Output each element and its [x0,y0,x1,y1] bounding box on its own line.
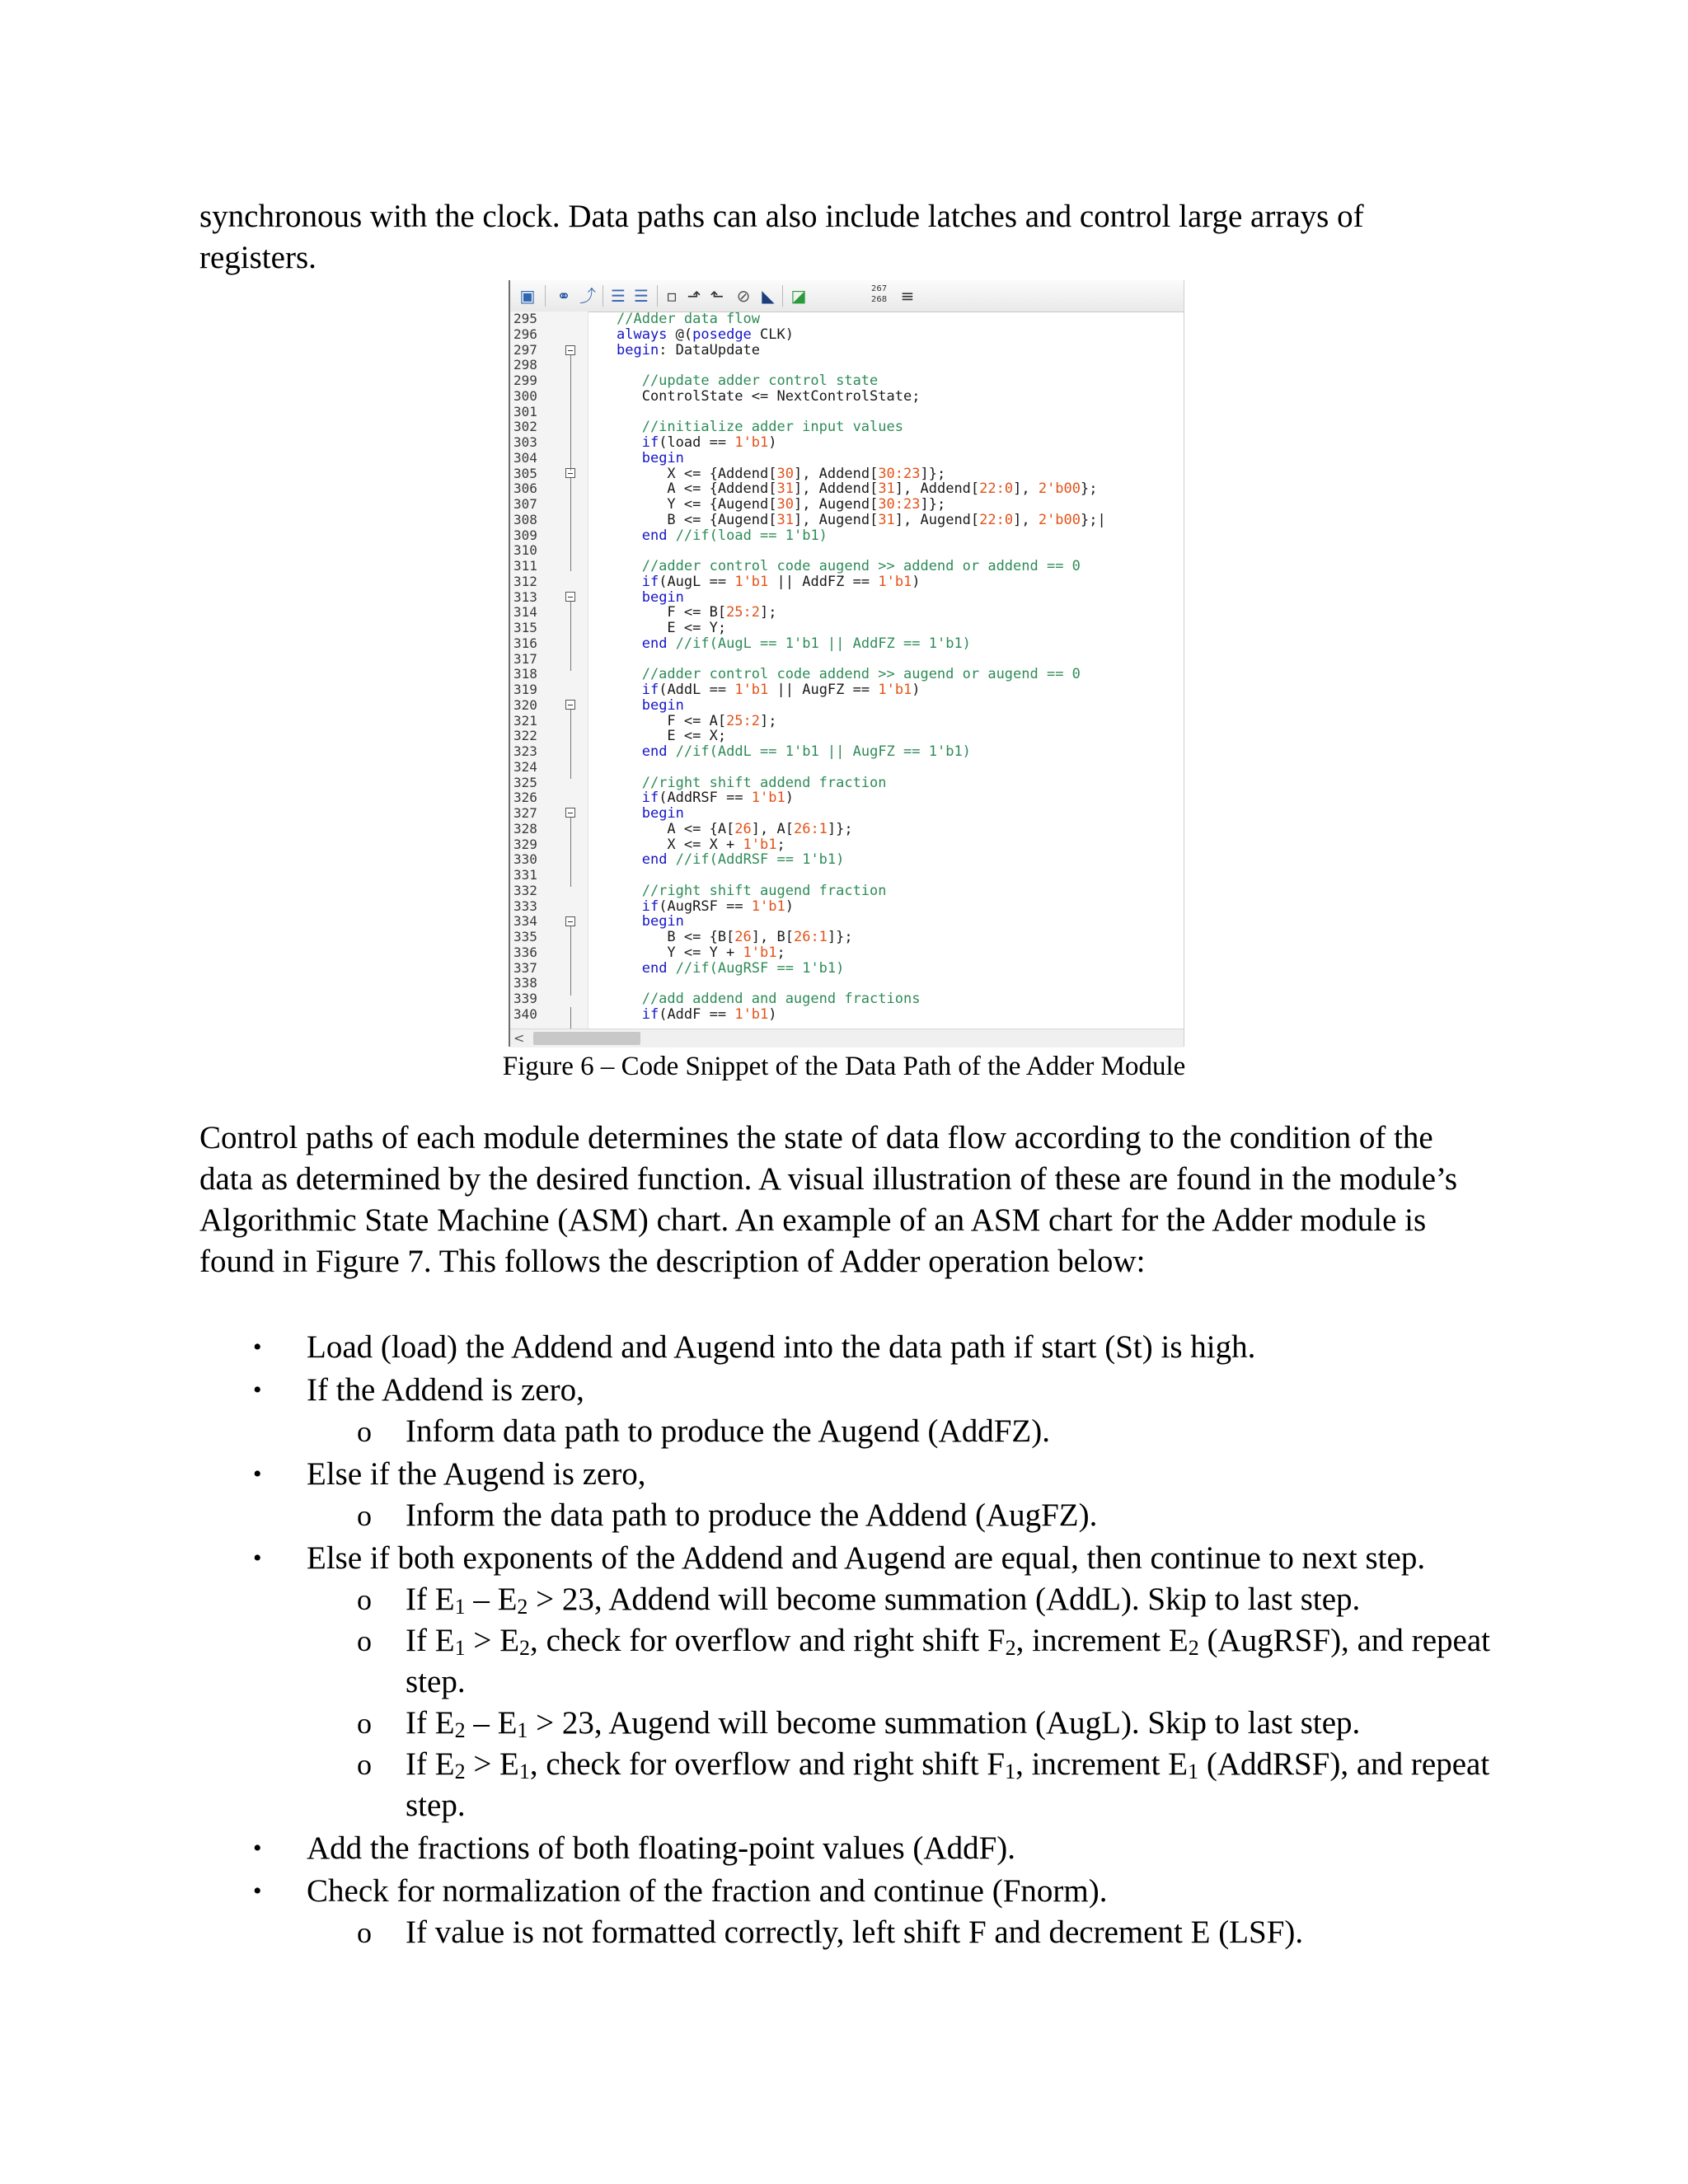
code-line: ControlState <= NextControlState; [617,387,921,405]
line-number: 306 [513,480,537,497]
code-line [617,760,1177,776]
sub-bullet-icon: o [357,1916,372,1949]
sub-bullet-icon: o [357,1624,372,1657]
line-number: 316 [513,635,537,651]
bullet-icon: • [253,1835,262,1862]
outdent-icon[interactable]: ☰ [634,286,649,306]
paragraph-line: registers. [199,240,316,275]
line-number: 336 [513,944,537,960]
line-number: 298 [513,357,537,373]
line-number: 311 [513,558,537,574]
list-item: Add the fractions of both floating-point values (AddF). [307,1830,1015,1866]
sub-list-item: If $E_2 - E_1 > 23$, Augend will become summation (AugL). Skip to last step. [406,1705,1361,1742]
goto-icon[interactable]: ⤴ [579,286,596,306]
code-line [617,868,1177,883]
code-line: if(load == 1'b1) [641,434,777,451]
list-item: If the Addend is zero, [307,1372,584,1408]
code-line: begin [641,696,684,714]
code-line [617,976,1177,991]
code-line: Y <= Y + 1'b1; [617,944,785,961]
code-area[interactable] [617,312,1177,1023]
line-number: 335 [513,929,537,944]
sub-bullet-icon: o [357,1415,372,1448]
paragraph-line: Algorithmic State Machine (ASM) chart. An example of an ASM chart for the Adder module is [199,1202,1427,1238]
fold-toggle[interactable] [565,592,575,602]
fold-toggle[interactable] [565,808,575,818]
sub-list-item: If value is not formatted correctly, left shift F and decrement E (LSF). [406,1915,1304,1950]
code-line [617,652,1177,668]
paragraph-top [199,196,1490,279]
paragraph-line: data as determined by the desired function. A visual illustration of these are found in the module’s [199,1161,1458,1197]
line-number: 327 [513,805,537,821]
code-line: begin [641,588,684,606]
sub-list-item: If $E_1 - E_2 > 23$, Addend will become summation (AddL). Skip to last step. [406,1582,1361,1619]
sub-list-item: If $E_2 > E_1$, check for overflow and right shift $F_1$, increment $E_1$ (AddRSF), and repeat step. [406,1746,1490,1823]
code-line: begin [641,449,684,466]
line-number: 318 [513,666,537,682]
line-number: 302 [513,419,537,435]
code-line: E <= Y; [617,620,727,636]
code-line: end //if(AddL == 1'b1 || AugFZ == 1'b1) [641,743,971,760]
line-number: 303 [513,434,537,450]
line-number: 330 [513,851,537,868]
code-line: //Adder data flow [617,311,760,327]
line-number: 296 [513,326,537,342]
line-number: 329 [513,836,537,852]
sub-bullet-icon: o [357,1499,372,1532]
line-number: 307 [513,496,537,512]
line-number: 334 [513,913,537,930]
scroll-thumb[interactable] [533,1032,640,1045]
code-line: F <= B[25:2]; [617,604,777,621]
code-line: A <= {Addend[31], Addend[31], Addend[22:0], 2'b00}; [617,480,1098,498]
line-number: 323 [513,743,537,759]
line-count-bottom: 268 [871,295,888,304]
indent-icon[interactable]: ☰ [611,286,626,306]
comment-icon[interactable]: ◣ [762,286,775,306]
code-line: //add addend and augend fractions [617,991,921,1007]
bullet-icon: • [253,1333,262,1361]
horizontal-scrollbar[interactable] [510,1029,1184,1047]
scroll-left-arrow-icon[interactable]: < [513,1030,525,1046]
code-line: //initialize adder input values [617,419,903,436]
window-icon[interactable]: ▣ [519,286,536,306]
sub-bullet-icon: o [357,1707,372,1740]
bullet-icon: • [253,1376,262,1404]
code-line: B <= {Augend[31], Augend[31], Augend[22:0], 2'b00};| [617,511,1106,528]
code-line: X <= {Addend[30], Addend[30:23]}; [617,465,946,482]
line-number: 331 [513,867,537,883]
list-icon[interactable]: ≡ [900,286,915,306]
line-number: 299 [513,373,537,388]
code-line: if(AddF == 1'b1) [641,1005,777,1023]
paragraph-control-paths [199,1118,1490,1282]
sub-list-item: Inform the data path to produce the Addend (AugFZ). [406,1497,1098,1533]
line-number: 322 [513,728,537,744]
bullet-icon: • [253,1544,262,1572]
fold-toggle[interactable] [565,345,575,355]
code-line: Y <= {Augend[30], Augend[30:23]}; [617,496,946,513]
paragraph-line: synchronous with the clock. Data paths can also include latches and control large arrays of [199,199,1364,234]
code-line: //adder control code augend >> addend or addend == 0 [617,558,1081,574]
code-line: begin: DataUpdate [617,341,761,359]
code-line: end //if(AugL == 1'b1 || AddFZ == 1'b1) [641,635,971,652]
paragraph-line: found in Figure 7. This follows the description of Adder operation below: [199,1244,1146,1279]
code-line: end //if(load == 1'b1) [641,527,828,544]
bullet-icon: • [253,1460,262,1488]
line-number: 312 [513,573,537,589]
line-number: 310 [513,542,537,559]
code-line: E <= X; [617,728,727,745]
code-line: if(AugRSF == 1'b1) [641,898,794,915]
line-number: 332 [513,882,537,898]
line-number: 304 [513,449,537,466]
line-number: 313 [513,588,537,605]
bookmark-icon[interactable]: ▫ [666,286,678,306]
line-number: 300 [513,387,537,404]
line-number: 326 [513,790,537,806]
code-line: if(AddRSF == 1'b1) [641,790,794,807]
sub-bullet-icon: o [357,1583,372,1616]
attach-icon[interactable]: ⊘ [736,286,751,306]
code-line: X <= X + 1'b1; [617,836,785,853]
editor-toolbar [510,280,1184,312]
sub-bullet-icon: o [357,1748,372,1781]
line-number: 309 [513,527,537,543]
code-line: F <= A[25:2]; [617,712,777,729]
list-item: Load (load) the Addend and Augend into the data path if start (St) is high. [307,1329,1256,1365]
prev-bookmark-icon[interactable]: ⬑ [710,286,724,306]
line-number: 325 [513,774,537,790]
code-line: if(AugL == 1'b1 || AddFZ == 1'b1) [641,573,921,590]
line-number: 301 [513,403,537,419]
code-line: A <= {A[26], A[26:1]}; [617,820,853,837]
line-number: 314 [513,604,537,621]
code-line: B <= {B[26], B[26:1]}; [617,929,853,945]
line-count-indicator [871,284,887,305]
code-line: //update adder control state [617,373,879,389]
sub-list-item: If $E_1 > E_2$, check for overflow and right shift $F_2$, increment $E_2$ (AugRSF), and repeat step. [406,1623,1490,1699]
code-line: end //if(AddRSF == 1'b1) [641,851,845,869]
list-item: Check for normalization of the fraction and continue (Fnorm). [307,1873,1108,1909]
line-count-top: 267 [871,284,888,293]
line-number: 338 [513,975,537,991]
line-number: 317 [513,650,537,667]
line-number: 320 [513,696,537,713]
line-number: 321 [513,712,537,729]
code-line: //right shift augend fraction [617,882,887,899]
line-number: 319 [513,682,537,697]
code-line: begin [641,913,684,930]
find-binoculars-icon[interactable]: ⚭ [556,286,571,306]
line-number: 339 [513,991,537,1006]
fold-toggle[interactable] [565,700,575,710]
fold-toggle[interactable] [565,916,575,926]
line-number: 333 [513,898,537,914]
code-line: begin [641,805,684,822]
line-number: 315 [513,620,537,635]
line-number: 340 [513,1005,537,1022]
code-line: always @(posedge CLK) [617,326,794,343]
code-line: if(AddL == 1'b1 || AugFZ == 1'b1) [641,682,921,698]
line-number: 297 [513,341,537,358]
code-line [617,405,1177,420]
next-bookmark-icon[interactable]: ⬏ [687,286,701,306]
code-line [617,543,1177,559]
line-number: 305 [513,465,537,481]
code-editor-figure [509,280,1184,1047]
code-line: end //if(AugRSF == 1'b1) [641,959,845,977]
line-number: 328 [513,820,537,837]
figure-caption: Figure 6 – Code Snippet of the Data Path of the Adder Module [502,1052,1186,1081]
line-number: 308 [513,511,537,527]
sub-list-item: Inform data path to produce the Augend (AddFZ). [406,1413,1050,1449]
code-line: //adder control code addend >> augend or augend == 0 [617,666,1081,683]
line-number: 324 [513,758,537,775]
code-line [617,358,1177,373]
line-numbers [513,312,588,1023]
edit-icon[interactable]: ◪ [790,286,807,306]
line-number: 337 [513,959,537,976]
bullet-icon: • [253,1877,262,1905]
list-item: Else if the Augend is zero, [307,1456,646,1492]
paragraph-line: Control paths of each module determines the state of data flow according to the condition of the [199,1120,1433,1155]
line-number: 295 [513,311,537,326]
code-line: //right shift addend fraction [617,774,887,791]
list-item: Else if both exponents of the Addend and Augend are equal, then continue to next step. [307,1540,1426,1576]
